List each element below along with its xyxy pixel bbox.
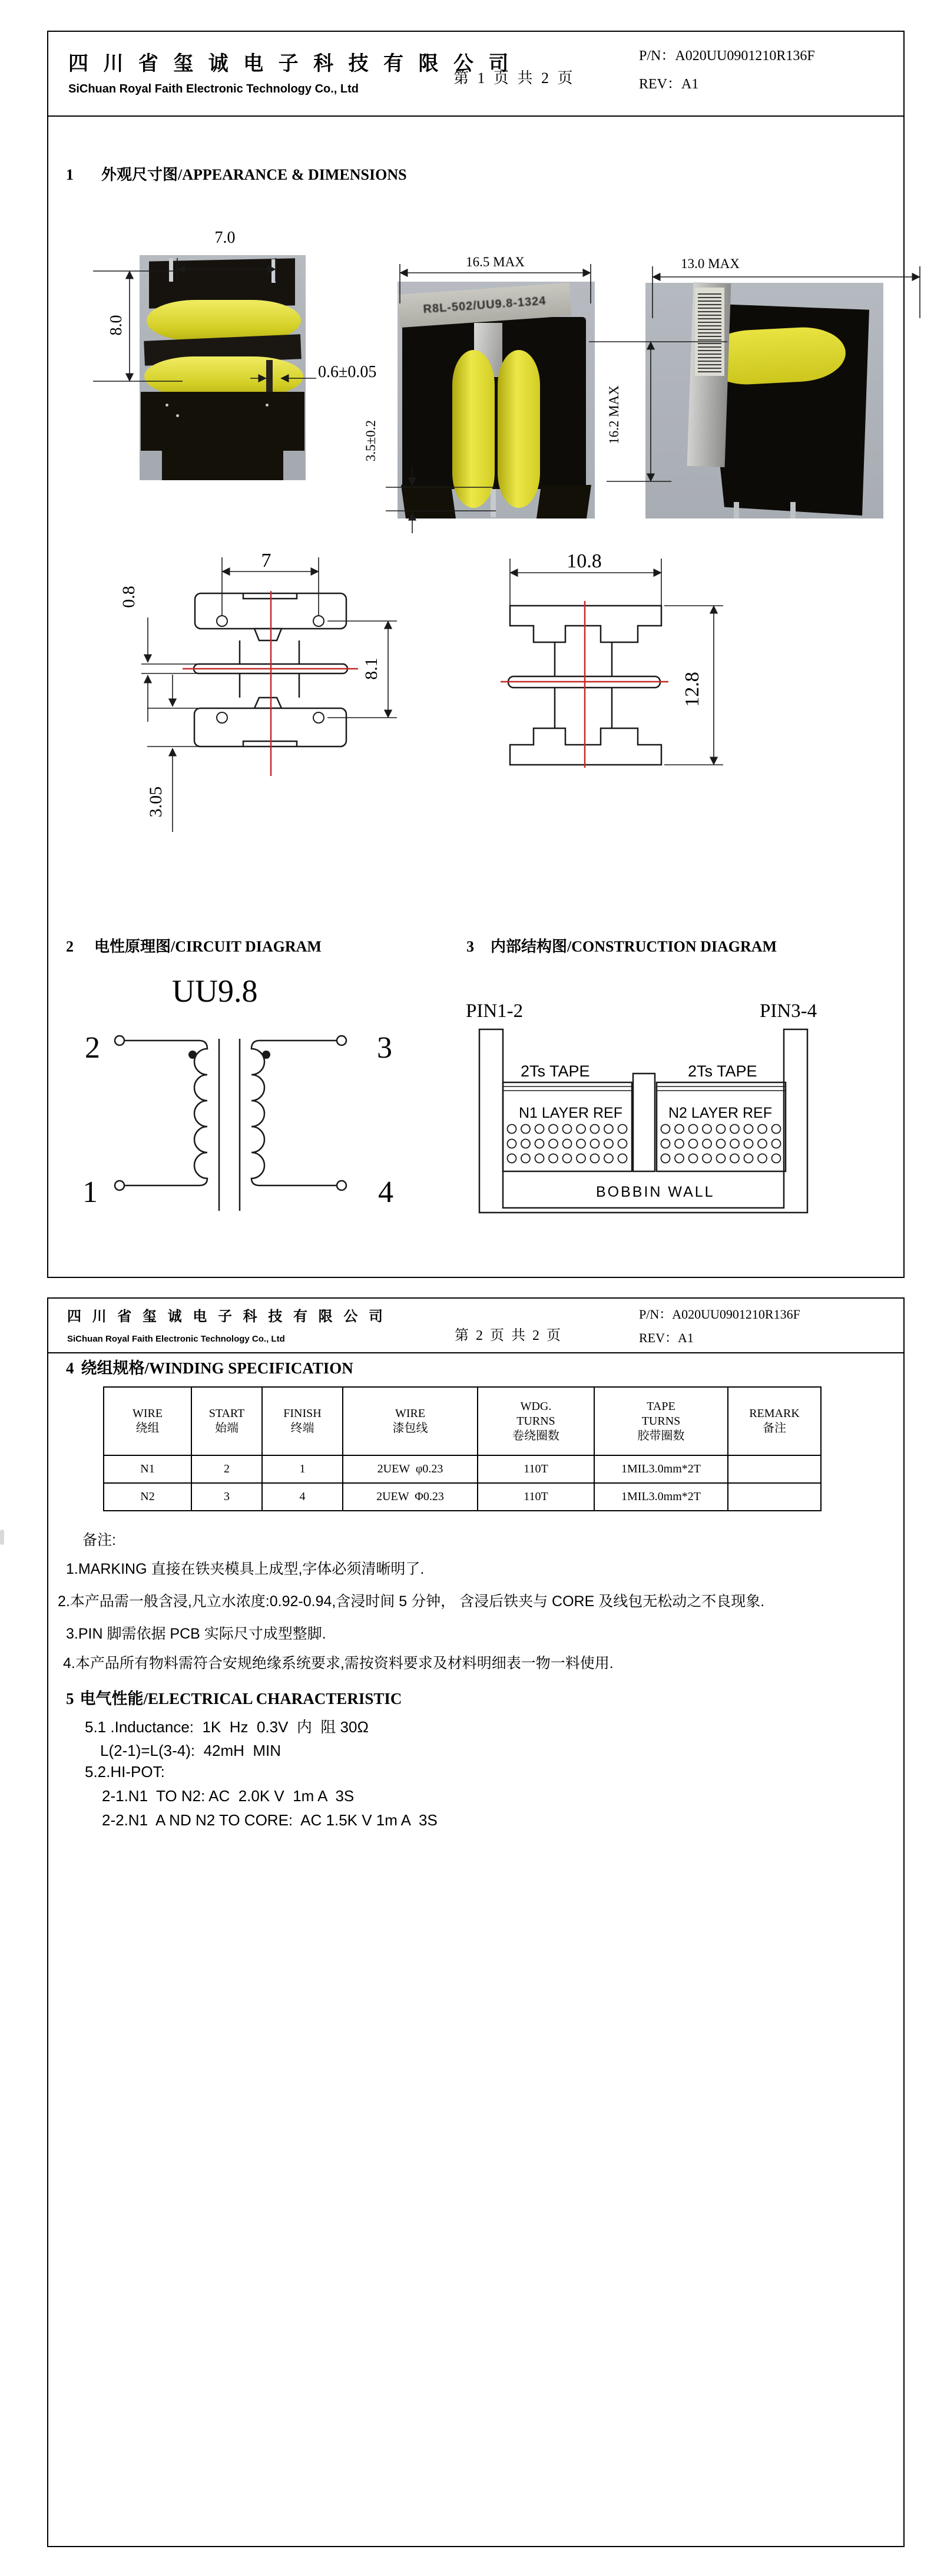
col-wire: WIRE 绕组 — [104, 1387, 191, 1455]
dim-flange-0-8: 0.8 — [119, 586, 138, 608]
pin-b — [790, 502, 796, 518]
dim-pin-0-6: 0.6±0.05 — [318, 363, 377, 381]
company-name-cn: 四 川 省 玺 诚 电 子 科 技 有 限 公 司 — [68, 52, 514, 75]
coil-left — [452, 350, 495, 508]
section-4-title — [66, 1355, 353, 1378]
n1-wdg-turns: 110T — [478, 1455, 594, 1483]
n2-wire-type: 2UEW Φ0.23 — [343, 1483, 478, 1511]
highlight-dot — [165, 404, 168, 407]
n1-start: 2 — [191, 1455, 262, 1483]
company-name-en: SiChuan Royal Faith Electronic Technology Co., Ltd — [68, 82, 359, 95]
page-1 — [47, 31, 905, 1278]
barcode-bars — [698, 291, 721, 372]
dim-16-2-max: 16.2 MAX — [607, 385, 621, 444]
highlight-dot — [266, 404, 269, 407]
note-3: 3.PIN 脚需依据 PCB 实际尺寸成型整脚. — [66, 1626, 326, 1642]
section-5-number: 5 — [66, 1690, 74, 1708]
col-wdg-turns: WDG. TURNS 卷绕圈数 — [478, 1387, 594, 1455]
section-4-label: 绕组规格/WINDING SPECIFICATION — [81, 1359, 353, 1377]
n1-remark — [728, 1455, 821, 1483]
section-1-title — [66, 163, 407, 184]
n2-wdg-turns: 110T — [478, 1483, 594, 1511]
photo-front-view — [398, 282, 595, 518]
table-row-n2 — [104, 1483, 821, 1511]
page-2-header-divider — [47, 1352, 905, 1353]
table-header-row — [104, 1387, 821, 1455]
photo-side-view — [645, 283, 883, 518]
core-type-label: UU9.8 — [172, 973, 258, 1009]
inductance-value: L(2-1)=L(3-4): 42mH MIN — [100, 1742, 281, 1759]
dim-base-3-05: 3.05 — [146, 786, 165, 818]
highlight-dot — [176, 414, 179, 417]
rev-value: A1 — [681, 77, 699, 92]
dim-pin-pitch-7: 7 — [261, 550, 271, 572]
pin-a — [734, 502, 739, 518]
n2-wire: N2 — [104, 1483, 191, 1511]
col-tape-turns: TAPE TURNS 胶带圈数 — [594, 1387, 728, 1455]
hipot-core: 2-2.N1 A ND N2 TO CORE: AC 1.5K V 1m A 3S — [102, 1811, 438, 1829]
inductance-spec: 5.1 .Inductance: 1K Hz 0.3V 内 阻 30Ω — [85, 1718, 369, 1736]
dim-height-12-8: 12.8 — [681, 672, 703, 707]
section-2-number: 2 — [66, 938, 74, 955]
part-number — [639, 44, 815, 64]
pin-right — [271, 259, 276, 283]
dim-13-0-max: 13.0 MAX — [681, 256, 740, 271]
table-row-n1 — [104, 1455, 821, 1483]
col-finish: FINISH 终端 — [262, 1387, 343, 1455]
pin-measured — [266, 360, 273, 392]
coil-right — [498, 350, 540, 508]
bobbin-wall-label: BOBBIN WALL — [596, 1184, 715, 1200]
col-start: START 始端 — [191, 1387, 262, 1455]
rev-value-p2: A1 — [678, 1330, 694, 1345]
section-2-label: 电性原理图/CIRCUIT DIAGRAM — [94, 938, 322, 955]
hipot-n1-n2: 2-1.N1 TO N2: AC 2.0K V 1m A 3S — [102, 1787, 355, 1805]
n1-finish: 1 — [262, 1455, 343, 1483]
col-remark: REMARK 备注 — [728, 1387, 821, 1455]
pn-value-p2: A020UU0901210R136F — [672, 1307, 800, 1322]
pin34-label: PIN3-4 — [760, 1000, 817, 1022]
pn-label: P/N： — [639, 48, 675, 64]
pin-4-label: 4 — [378, 1175, 393, 1209]
rev-label: REV： — [639, 77, 681, 92]
revision — [639, 72, 698, 93]
section-1-label: 外观尺寸图/APPEARANCE & DIMENSIONS — [101, 166, 407, 183]
n2-remark — [728, 1483, 821, 1511]
n1-layer-label: N1 LAYER REF — [519, 1105, 622, 1121]
n2-start: 3 — [191, 1483, 262, 1511]
dim-7-0: 7.0 — [214, 229, 236, 247]
revision-p2 — [639, 1328, 694, 1346]
dim-8-0: 8.0 — [107, 315, 125, 336]
page-number: 第 1 页 共 2 页 — [453, 70, 575, 87]
part-number-p2 — [639, 1304, 800, 1323]
n1-wire: N1 — [104, 1455, 191, 1483]
section-3-label: 内部结构图/CONSTRUCTION DIAGRAM — [491, 938, 777, 955]
pin-3-label: 3 — [377, 1031, 392, 1065]
page-1-header-divider — [47, 115, 905, 117]
dim-16-5-max: 16.5 MAX — [466, 255, 525, 269]
leg-right — [536, 485, 591, 518]
pin-left — [169, 258, 173, 282]
scan-artifact — [0, 1530, 4, 1545]
leg-left — [401, 485, 456, 518]
section-5-label: 电气性能/ELECTRICAL CHARACTERISTIC — [80, 1690, 402, 1708]
photo-top-view — [140, 255, 306, 480]
dim-row-8-1: 8.1 — [362, 658, 381, 680]
section-5-title — [66, 1686, 402, 1709]
dim-3-5: 3.5±0.2 — [363, 420, 378, 462]
center-pin — [491, 489, 496, 517]
base-cut-right — [283, 451, 304, 480]
section-3-number: 3 — [466, 938, 474, 955]
note-2: 2.本产品需一般含浸,凡立水浓度:0.92-0.94,含浸时间 5 分钟， 含浸后铁夹与 CORE 及线包无松动之不良现象. — [58, 1593, 765, 1610]
marking-text: R8L-502/UU9.8-1324 — [422, 294, 547, 316]
hipot-heading: 5.2.HI-POT: — [85, 1763, 165, 1781]
dim-width-10-8: 10.8 — [567, 550, 602, 572]
rev-label-p2: REV： — [639, 1330, 678, 1345]
n2-layer-label: N2 LAYER REF — [668, 1105, 772, 1121]
winding-yellow-bottom — [144, 356, 303, 397]
winding-spec-table — [103, 1386, 822, 1511]
pn-label-p2: P/N： — [639, 1307, 673, 1322]
section-2-title — [66, 934, 322, 956]
barcode-label — [695, 288, 724, 376]
pin-1-label: 1 — [82, 1175, 98, 1209]
base-cut-left — [141, 451, 162, 480]
pin-2-label: 2 — [85, 1031, 100, 1065]
tape-left-label: 2Ts TAPE — [521, 1062, 590, 1080]
section-4-number: 4 — [66, 1359, 74, 1377]
note-1: 1.MARKING 直接在铁夹模具上成型,字体必须清晰明了. — [66, 1561, 425, 1577]
n2-tape-turns: 1MIL3.0mm*2T — [594, 1483, 728, 1511]
tape-right-label: 2Ts TAPE — [688, 1062, 757, 1080]
section-3-title — [466, 934, 777, 956]
company-name-en-p2: SiChuan Royal Faith Electronic Technology Co., Ltd — [67, 1334, 285, 1344]
n2-finish: 4 — [262, 1483, 343, 1511]
notes-title: 备注: — [82, 1532, 116, 1548]
section-1-number: 1 — [66, 166, 74, 183]
col-wire-type: WIRE 漆包线 — [343, 1387, 478, 1455]
company-name-cn-p2: 四 川 省 玺 诚 电 子 科 技 有 限 公 司 — [67, 1309, 387, 1325]
page-number-p2: 第 2 页 共 2 页 — [455, 1328, 562, 1343]
pin12-label: PIN1-2 — [466, 1000, 524, 1022]
n1-tape-turns: 1MIL3.0mm*2T — [594, 1455, 728, 1483]
n1-wire-type: 2UEW φ0.23 — [343, 1455, 478, 1483]
note-4: 4.本产品所有物料需符合安规绝缘系统要求,需按资料要求及材料明细表一物一料使用. — [63, 1655, 614, 1672]
pn-value: A020UU0901210R136F — [675, 48, 815, 64]
